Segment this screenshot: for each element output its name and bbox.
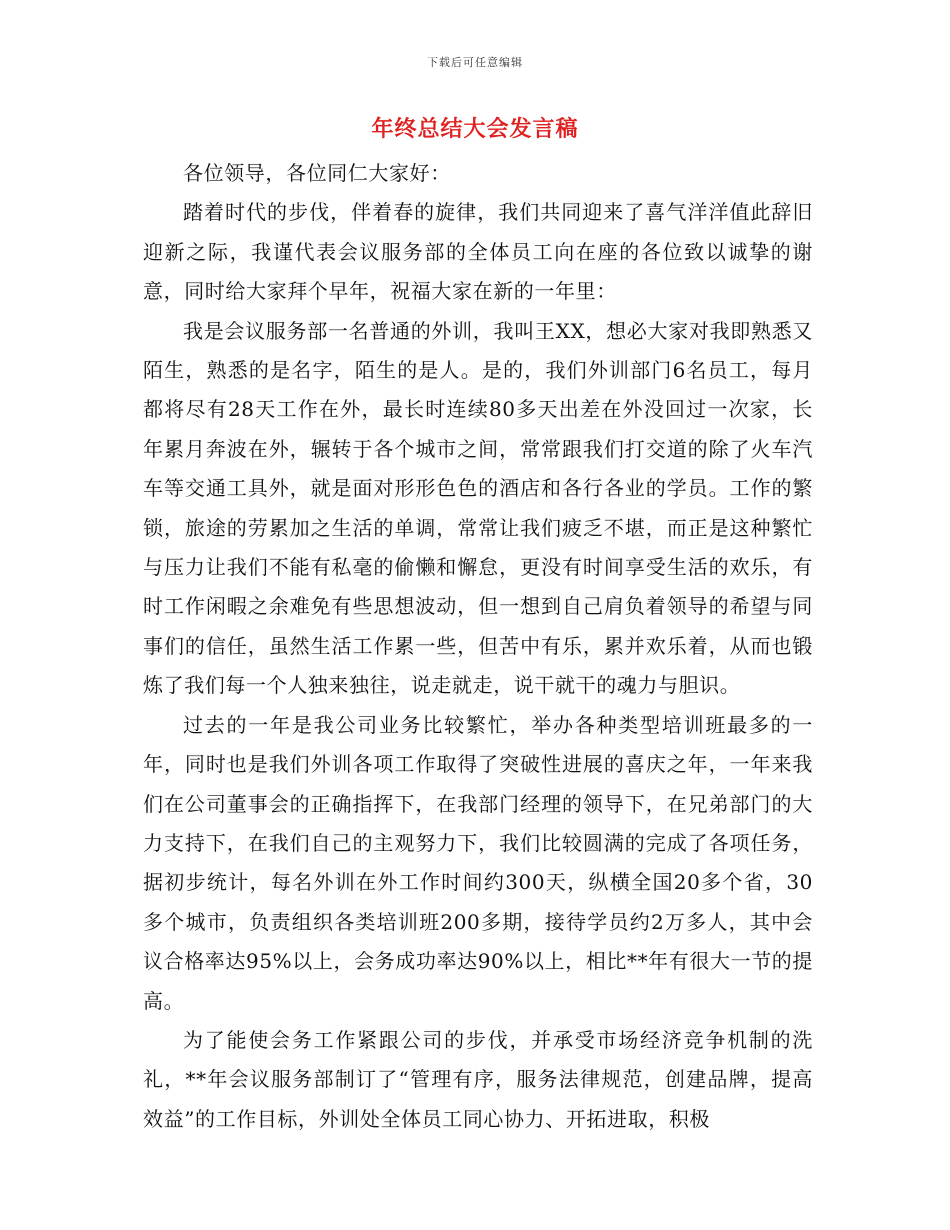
body-paragraph: 踏着时代的步伐，伴着春的旋律，我们共同迎来了喜气洋洋值此辞旧迎新之际，我谨代表会议服务部的全体员工向在座的各位致以诚挚的谢意，同时给大家拜个早年，祝福大家在新的一年里： [143,200,813,304]
body-paragraph: 我是会议服务部一名普通的外训，我叫王XX，想必大家对我即熟悉又陌生，熟悉的是名字，陌生的是人。是的，我们外训部门6名员工，每月都将尽有28天工作在外，最长时连续80多天出差在外没回过一次家，长年累月奔波在外，辗转于各个城市之间，常常跟我们打交道的除了火车汽车等交通工具外，就是面对形形色色的酒店和各行各业的学员。工作的繁锁，旅途的劳累加之生活的单调，常常让我们疲乏不堪，而正是这种繁忙与压力让我们不能有私毫的偷懒和懈怠，更没有时间享受生活的欢乐，有时工作闲暇之余难免有些思想波动，但一想到自己肩负着领导的希望与同事们的信任，虽然生活工作累一些，但苦中有乐，累并欢乐着，从而也锻炼了我们每一个人独来独往，说走就走，说干就干的魂力与胆识。 [143,318,813,698]
page-title: 年终总结大会发言稿 [371,116,579,142]
document-body [143,154,813,1139]
body-paragraph: 为了能使会务工作紧跟公司的步伐，并承受市场经济竞争机制的洗礼，**年会议服务部制订了“管理有序，服务法律规范，创建品牌，提高效益”的工作目标，外训处全体员工同心协力、开拓进取，积极 [143,1027,813,1131]
body-paragraph: 过去的一年是我公司业务比较繁忙，举办各种类型培训班最多的一年，同时也是我们外训各项工作取得了突破性进展的喜庆之年，一年来我们在公司董事会的正确指挥下，在我部门经理的领导下，在兄弟部门的大力支持下，在我们自己的主观努力下，我们比较圆满的完成了各项任务，据初步统计，每名外训在外工作时间约300天，纵横全国20多个省，30多个城市，负责组织各类培训班200多期，接待学员约2万多人，其中会议合格率达95%以上，会务成功率达90%以上，相比**年有很大一节的提高。 [143,712,813,1013]
header-note: 下载后可任意编辑 [427,56,523,69]
greeting-paragraph: 各位领导，各位同仁大家好： [183,161,451,185]
